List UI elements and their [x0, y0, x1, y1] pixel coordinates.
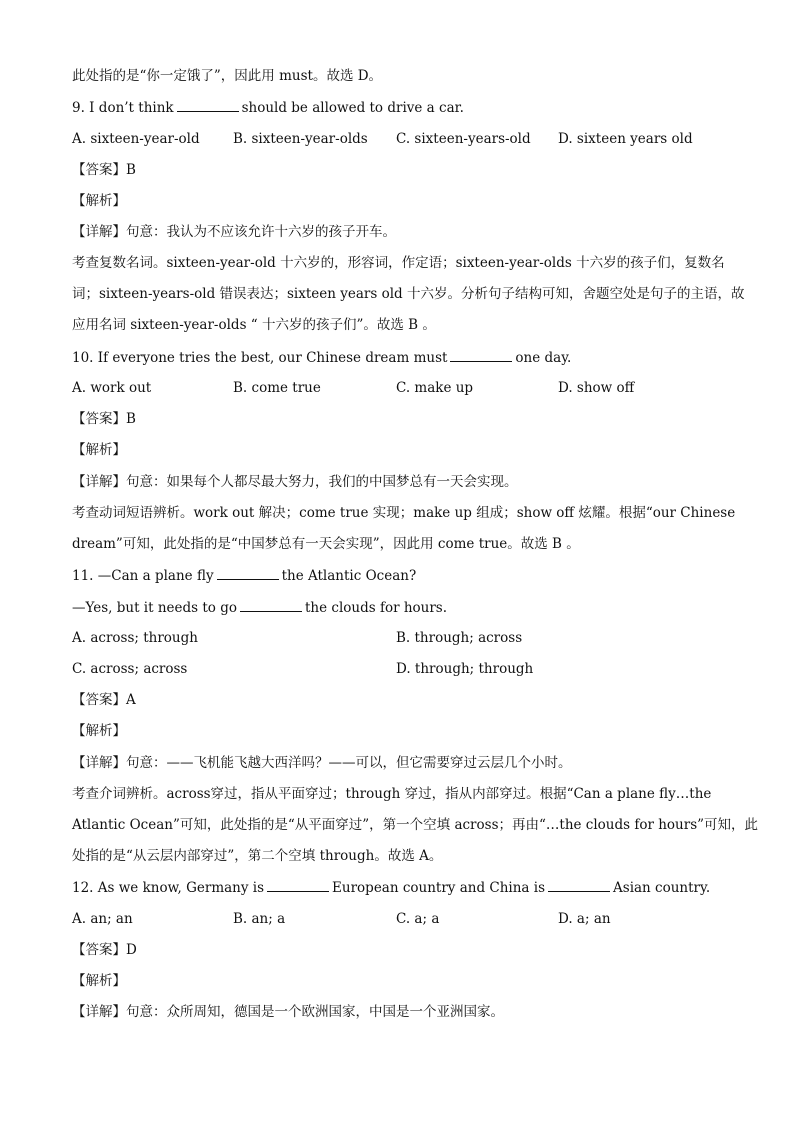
explanation-line: 考查介词辨析。across穿过，指从平面穿过；through 穿过，指从内部穿过。根据“Can a plane fly…the	[72, 786, 712, 802]
detail-line: 【详解】句意：我认为不应该允许十六岁的孩子开车。	[72, 224, 396, 240]
question-9	[72, 98, 464, 117]
explanation-line: Atlantic Ocean”可知，此处指的是“从平面穿过”，第一个空填 across；再由“…the clouds for hours”可知，此	[72, 817, 759, 833]
question-text: one day.	[515, 350, 572, 366]
option-d: D. a; an	[558, 911, 611, 927]
question-text: Asian country.	[613, 880, 711, 896]
answer-blank	[548, 878, 610, 892]
option-a: A. across; through	[72, 630, 198, 646]
option-c: C. make up	[396, 380, 474, 396]
option-b: B. an; a	[233, 911, 286, 927]
answer-blank	[240, 598, 302, 612]
question-text: —Yes, but it needs to go	[72, 600, 237, 616]
explanation-line: 考查动词短语辨析。work out 解决；come true 实现；make up 组成；show off 炫耀。根据“our Chinese	[72, 505, 736, 521]
answer-blank	[267, 878, 329, 892]
question-10	[72, 348, 571, 367]
option-c: C. a; a	[396, 911, 440, 927]
question-text: European country and China is	[332, 880, 546, 896]
answer-blank	[177, 98, 239, 112]
option-b: B. sixteen-year-olds	[233, 131, 368, 147]
detail-line: 【详解】句意：如果每个人都尽最大努力，我们的中国梦总有一天会实现。	[72, 474, 518, 490]
answer-label: 【答案】B	[72, 411, 136, 427]
explanation-line: 处指的是“从云层内部穿过”，第二个空填 through。故选 A。	[72, 848, 443, 864]
answer-blank	[217, 566, 279, 580]
question-text: the clouds for hours.	[304, 600, 448, 616]
question-text: 11. —Can a plane fly	[72, 568, 214, 584]
answer-blank	[450, 348, 512, 362]
explanation-line: 考查复数名词。sixteen-year-old 十六岁的，形容词，作定语；sixteen-year-olds 十六岁的孩子们，复数名	[72, 255, 725, 271]
option-b: B. through; across	[396, 630, 523, 646]
question-text: should be allowed to drive a car.	[241, 100, 464, 116]
analysis-label: 【解析】	[72, 193, 126, 209]
option-d: D. show off	[558, 380, 635, 396]
option-d: D. sixteen years old	[558, 131, 693, 147]
answer-label: 【答案】D	[72, 942, 137, 958]
option-a: A. sixteen-year-old	[72, 131, 200, 147]
question-11-reply	[72, 598, 447, 617]
answer-label: 【答案】A	[72, 692, 136, 708]
explanation-line: dream”可知，此处指的是“中国梦总有一天会实现”，因此用 come true。故选 B 。	[72, 536, 580, 552]
analysis-label: 【解析】	[72, 723, 126, 739]
question-text: 10. If everyone tries the best, our Chinese dream must	[72, 350, 448, 366]
question-text: 12. As we know, Germany is	[72, 880, 265, 896]
explanation-line: 词；sixteen-years-old 错误表达；sixteen years old 十六岁。分析句子结构可知，舍题空处是句子的主语，故	[72, 286, 745, 302]
option-a: A. work out	[72, 380, 152, 396]
answer-label: 【答案】B	[72, 162, 136, 178]
question-12	[72, 878, 710, 897]
question-text: the Atlantic Ocean?	[281, 568, 417, 584]
analysis-label: 【解析】	[72, 973, 126, 989]
option-d: D. through; through	[396, 661, 534, 677]
detail-line: 【详解】句意：——飞机能飞越大西洋吗？——可以，但它需要穿过云层几个小时。	[72, 755, 572, 771]
option-b: B. come true	[233, 380, 321, 396]
detail-line: 【详解】句意：众所周知，德国是一个欧洲国家，中国是一个亚洲国家。	[72, 1004, 504, 1020]
text-line: 此处指的是“你一定饿了”，因此用 must。故选 D。	[72, 68, 383, 84]
question-text: 9. I don’t think	[72, 100, 174, 116]
question-11	[72, 566, 416, 585]
option-c: C. sixteen-years-old	[396, 131, 531, 147]
option-a: A. an; an	[72, 911, 133, 927]
explanation-line: 应用名词 sixteen-year-olds “ 十六岁的孩子们”。故选 B 。	[72, 317, 436, 333]
option-c: C. across; across	[72, 661, 188, 677]
analysis-label: 【解析】	[72, 442, 126, 458]
